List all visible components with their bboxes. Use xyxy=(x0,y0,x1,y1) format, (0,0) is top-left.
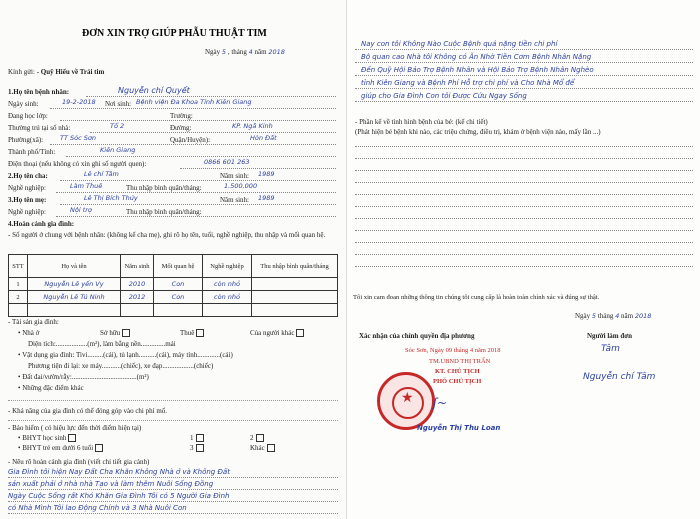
applicant-sign: Tâm xyxy=(601,344,620,354)
father-value: Lê chí Tâm xyxy=(84,170,119,178)
relative-option: Của người khác xyxy=(250,329,304,337)
continued-line-1: Nay con tôi Không Nào Cuộc Bệnh quá nặng tiền chi phí xyxy=(361,40,558,48)
assets-title: - Tài sản gia đình: xyxy=(8,318,59,326)
col-year: Năm sinh xyxy=(121,255,154,278)
disease-subtitle: (Phát hiện bé bệnh khi nào, các triệu chứng, điều trị, khám ở bệnh viện nào, mấy lần ...) xyxy=(355,128,601,136)
reason-line-1: Gia Đình tôi hiện Nay Đất Cha Khăn Không Nhà ở và Không Đất xyxy=(8,468,230,476)
family-table-header xyxy=(9,255,338,278)
option-2: 2 xyxy=(250,434,264,442)
reason-line-2: sản xuất phải ở nhà nhà Tạo và làm thêm Nuôi Sống Đồng xyxy=(8,480,214,488)
rent-option: Thuê xyxy=(180,329,204,337)
mother-job-value: Nội trợ xyxy=(70,206,92,214)
support-title: - Khả năng của gia đình có thể đóng góp vào chi phí mổ. xyxy=(8,407,168,415)
greeting: Kính gửi: - Quỹ Hiểu về Trái tim xyxy=(8,68,105,76)
authority-position-2: PHÓ CHỦ TỊCH xyxy=(433,378,482,385)
school-label: Đang học lớp: xyxy=(8,112,48,120)
area-line: Diện tích:..................(m²), làm bằng nền..............mái xyxy=(28,340,176,348)
father-income-value: 1.500.000 xyxy=(224,182,258,190)
address-value: Tổ 2 xyxy=(110,122,125,130)
bhyt-under6: • BHYT trẻ em dưới 6 tuổi xyxy=(18,444,103,452)
continued-line-5: giúp cho Gia Đình Con tôi Được Cứu Ngay Sống xyxy=(361,92,527,100)
father-dob-label: Năm sinh: xyxy=(220,172,249,180)
address-label: Thường trú tại số nhà: xyxy=(8,124,71,132)
mother-value: Lê Thị Bích Thủy xyxy=(84,194,138,202)
col-relation: Mối quan hệ xyxy=(154,255,203,278)
option-other: Khác xyxy=(250,444,275,452)
reason-title: - Nêu rõ hoàn cảnh gia đình (viết chi tiết gia cảnh) xyxy=(8,458,150,466)
form-title: ĐƠN XIN TRỢ GIÚP PHẪU THUẬT TIM xyxy=(82,28,267,39)
table-row: 2 Nguyễn Lê Tú Ninh 2012 Con còn nhỏ xyxy=(9,291,338,304)
farm-line: • Đất đai/vườn/rẫy:.....................................(m²) xyxy=(18,373,149,381)
table-row xyxy=(9,304,338,317)
mother-job-label: Nghề nghiệp: xyxy=(8,208,46,216)
father-income-label: Thu nhập bình quân/tháng: xyxy=(126,184,202,192)
city-label: Thành phố/Tỉnh: xyxy=(8,148,56,156)
sign-date: Ngày 5 tháng 4 năm 2018 xyxy=(575,312,652,320)
official-seal xyxy=(377,372,435,430)
col-stt: STT xyxy=(9,255,28,278)
ward-label: Phường(xã): xyxy=(8,136,44,144)
items-line: • Vật dụng gia đình: Tivi.........(cái), tủ lạnh..........(cái), máy tính.............(cái) xyxy=(18,351,233,359)
continued-line-3: Đến Quỹ Hội Bảo Trợ Bệnh Nhân và Hội Bảo Trợ Bệnh Nhân Nghèo xyxy=(361,66,594,74)
page-right xyxy=(347,0,700,519)
father-job-value: Làm Thuê xyxy=(70,182,103,190)
father-dob-value: 1989 xyxy=(258,170,275,178)
col-job: Nghề nghiệp xyxy=(203,255,252,278)
street-label: Đường: xyxy=(170,124,192,132)
district-label: Quận/Huyện): xyxy=(170,136,211,144)
ward-value: TT Sóc Sơn xyxy=(60,134,96,142)
star-icon: ★ xyxy=(401,391,414,406)
birthplace-label: Nơi sinh: xyxy=(105,100,132,108)
father-job-label: Nghề nghiệp: xyxy=(8,184,46,192)
applicant-title: Người làm đơn xyxy=(587,332,633,340)
school-name-label: Trường: xyxy=(170,112,193,120)
transport-line: Phương tiện đi lại: xe máy...........(chiếc), xe đạp..................(chiếc) xyxy=(28,362,214,370)
authority-org: TM.UBND THỊ TRẤN xyxy=(429,358,491,365)
form-date: Ngày 5 , tháng 4 năm 2018 xyxy=(205,48,285,56)
other-features: • Những đặc điểm khác xyxy=(18,384,84,392)
authority-signer: Nguyễn Thị Thu Loan xyxy=(417,424,501,432)
disease-title: - Phần kể về tình hình bệnh của bé: (kể chi tiết) xyxy=(355,118,488,126)
street-value: KP. Ngã Kinh xyxy=(232,122,273,130)
father-label: 2.Họ tên cha: xyxy=(8,172,48,180)
col-income: Thu nhập bình quân/tháng xyxy=(252,255,338,278)
own-option: Sở hữu xyxy=(100,329,130,337)
patient-name-label: 1.Họ tên bệnh nhân: xyxy=(8,88,70,96)
mother-dob-label: Năm sinh: xyxy=(220,196,249,204)
city-value: Kiên Giang xyxy=(100,146,136,154)
table-row: 1 Nguyễn Lê yến Vy 2010 Con còn nhỏ xyxy=(9,278,338,291)
authority-title: Xác nhận của chính quyền địa phương xyxy=(359,332,475,340)
family-table xyxy=(8,254,338,317)
house-label: • Nhà ở xyxy=(18,329,40,337)
birthplace-value: Bệnh viện Đa Khoa Tỉnh Kiên Giang xyxy=(136,98,252,106)
birth-label: Ngày sinh: xyxy=(8,100,39,108)
reason-line-4: có Nhà Mình Tôi lao Động Chính và 3 Nhà Nuôi Con xyxy=(8,504,187,512)
birth-value: 19-2-2018 xyxy=(62,98,96,106)
col-name: Họ và tên xyxy=(28,255,121,278)
mother-label: 3.Họ tên mẹ: xyxy=(8,196,47,204)
option-1: 1 xyxy=(190,434,204,442)
mother-income-label: Thu nhập bình quân/tháng: xyxy=(126,208,202,216)
authority-place-date: Sóc Sơn, Ngày 09 tháng 4 năm 2018 xyxy=(405,347,501,354)
siblings-intro: - Số người ở chung với bệnh nhân: (không kể cha mẹ), ghi rõ họ tên, tuổi, nghề nghiệp, thu nhập và mối quan hệ. xyxy=(8,231,326,239)
patient-name-value: Nguyễn chí Quyết xyxy=(118,86,190,95)
option-3: 3 xyxy=(190,444,204,452)
continued-line-4: tỉnh Kiên Giang và Bệnh Phí Hỗ trợ chi phí và Cho Nhà Mổ để xyxy=(361,79,575,87)
reason-line-3: Ngày Cuộc Sống rất Khó Khăn Gia Đình Tôi có 5 Người Gia Đình xyxy=(8,492,230,500)
applicant-name: Nguyễn chí Tâm xyxy=(583,372,656,382)
district-value: Hòn Đất xyxy=(250,134,277,142)
continued-line-2: Bộ quan cao Nhà tôi Không có Ăn Nhờ Tiền Cơm Bệnh Nhân Nặng xyxy=(361,53,592,61)
page-left xyxy=(0,0,347,519)
authority-signature: ʃ~ xyxy=(433,396,448,410)
pledge-text: Tôi xin cam đoan những thông tin chúng tôi cung cấp là hoàn toàn chính xác và đúng sự thật. xyxy=(353,294,600,301)
mother-dob-value: 1989 xyxy=(258,194,275,202)
insurance-title: - Bảo hiểm ( có hiệu lực đến thời điểm hiện tại) xyxy=(8,424,142,432)
family-section-label: 4.Hoàn cảnh gia đình: xyxy=(8,220,75,228)
phone-value: 0866 601 263 xyxy=(204,158,250,166)
phone-label: Điện thoại (nếu không có xin ghi số người quen): xyxy=(8,160,147,168)
bhyt-student: • BHYT học sinh xyxy=(18,434,76,442)
authority-position-1: KT. CHỦ TỊCH xyxy=(435,368,480,375)
